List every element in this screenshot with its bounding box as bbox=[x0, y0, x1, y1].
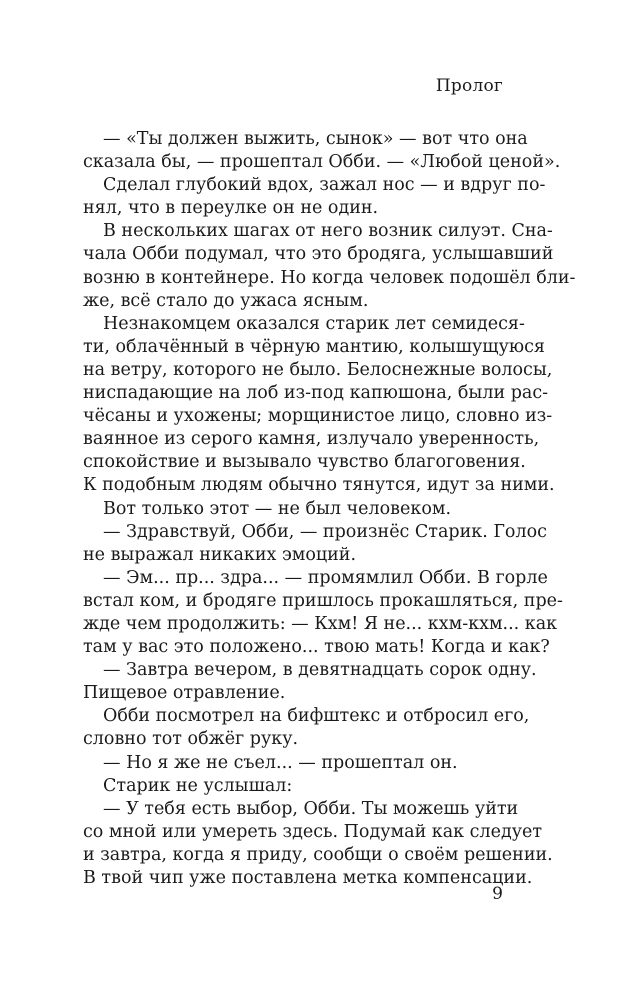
text-line: словно тот обжёг руку. bbox=[83, 729, 299, 750]
text-line: К подобным людям обычно тянутся, идут за ними. bbox=[83, 475, 555, 496]
text-line: чёсаны и ухожены; морщинистое лицо, словно из- bbox=[83, 406, 553, 427]
text-line: Незнакомцем оказался старик лет семидеся- bbox=[103, 313, 525, 334]
text-line: — У тебя есть выбор, Обби. Ты можешь уйти bbox=[103, 798, 519, 819]
text-line: на ветру, которого не было. Белоснежные волосы, bbox=[83, 359, 553, 380]
text-line: — «Ты должен выжить, сынок» — вот что она bbox=[103, 129, 528, 149]
text-line: ниспадающие на лоб из-под капюшона, были рас- bbox=[83, 383, 549, 404]
text-line: спокойствие и вызывало чувство благоговения. bbox=[83, 452, 526, 473]
text-line: — Но я же не съел... — прошептал он. bbox=[103, 752, 458, 773]
text-line: жде чем продолжить: — Кхм! Я не... кхм-кхм... как bbox=[83, 613, 558, 634]
page-number: 9 bbox=[492, 884, 503, 904]
body-text bbox=[83, 128, 576, 890]
text-line: со мной или умереть здесь. Подумай как следует bbox=[83, 821, 543, 842]
running-head: Пролог bbox=[435, 76, 503, 96]
text-line: Обби посмотрел на бифштекс и отбросил его, bbox=[103, 706, 530, 727]
text-line: нял, что в переулке он не один. bbox=[83, 198, 379, 219]
text-line: — Завтра вечером, в девятнадцать сорок одну. bbox=[103, 660, 537, 681]
text-line: сказала бы, — прошептал Обби. — «Любой ценой». bbox=[83, 152, 561, 173]
text-line: Пищевое отравление. bbox=[83, 683, 286, 704]
text-line: Старик не услышал: bbox=[103, 775, 293, 796]
text-line: — Здравствуй, Обби, — произнёс Старик. Голос bbox=[103, 521, 547, 542]
text-line: там у вас это положено... твою мать! Когда и как? bbox=[83, 637, 550, 658]
text-line: В твой чип уже поставлена метка компенсации. bbox=[83, 868, 533, 888]
text-line: встал ком, и бродяге пришлось прокашляться, пре- bbox=[83, 590, 563, 611]
text-line: Вот только этот — не был человеком. bbox=[103, 498, 452, 519]
text-line: не выражал никаких эмоций. bbox=[83, 544, 357, 565]
text-line: возню в контейнере. Но когда человек подошёл бли- bbox=[83, 267, 576, 288]
text-line: же, всё стало до ужаса ясным. bbox=[83, 290, 369, 311]
text-line: и завтра, когда я приду, сообщи о своём решении. bbox=[83, 844, 553, 865]
text-line: ваянное из серого камня, излучало уверенность, bbox=[83, 429, 540, 450]
text-line: — Эм... пр... здра... — промямлил Обби. В горле bbox=[103, 567, 548, 588]
text-line: В нескольких шагах от него возник силуэт. Сна- bbox=[103, 221, 553, 242]
text-line: ти, облачённый в чёрную мантию, колышущуюся bbox=[83, 336, 545, 357]
text-line: Сделал глубокий вдох, зажал нос — и вдруг по- bbox=[103, 175, 546, 196]
text-line: чала Обби подумал, что это бродяга, услышавший bbox=[83, 244, 554, 265]
